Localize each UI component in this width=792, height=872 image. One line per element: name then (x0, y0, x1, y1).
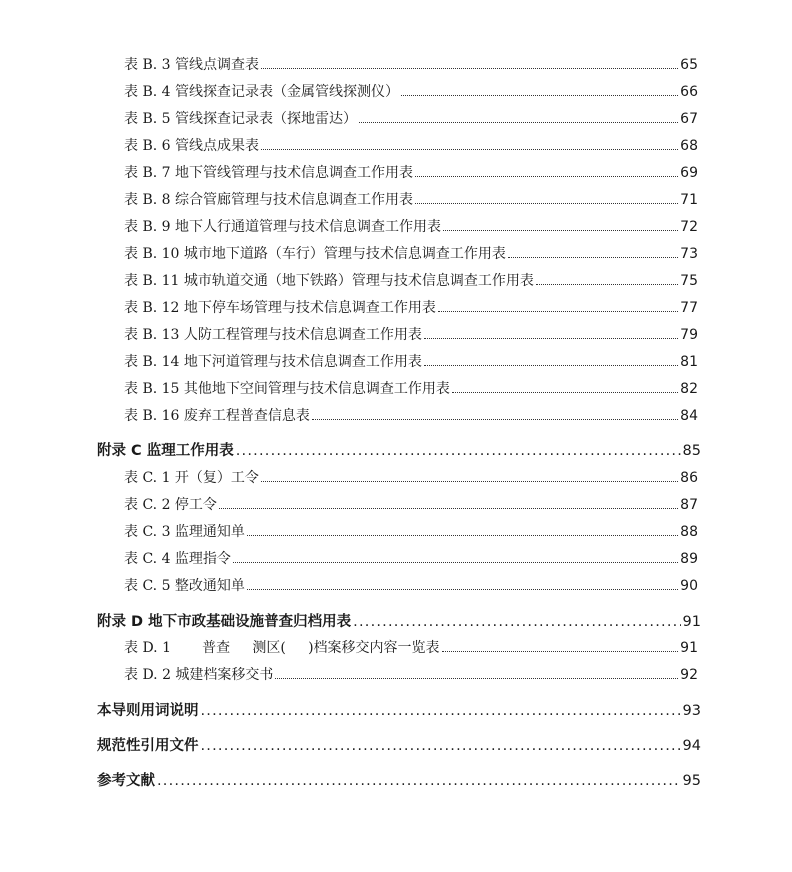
toc-appendix-c[interactable] (97, 439, 701, 460)
toc-entry-label: 表 B. 16 废弃工程普查信息表 (124, 408, 310, 424)
dot-leader (157, 773, 681, 789)
toc-appendix-d[interactable] (97, 610, 701, 631)
dot-leader (443, 230, 678, 231)
toc-page-number: 77 (680, 300, 698, 316)
dot-leader (401, 95, 678, 96)
toc-entry-label: 表 C. 5 整改通知单 (124, 578, 245, 594)
dot-leader (261, 68, 678, 69)
toc-page-number: 75 (680, 273, 698, 289)
dot-leader (424, 338, 678, 339)
toc-appendix-label: 附录 C 监理工作用表 (97, 443, 234, 459)
toc-page-number: 84 (680, 408, 698, 424)
toc-entry-label: 表 B. 14 地下河道管理与技术信息调查工作用表 (124, 354, 422, 370)
toc-entry-label: 表 B. 5 管线探查记录表（探地雷达） (124, 111, 357, 127)
dot-leader (247, 535, 678, 536)
toc-entry-b16[interactable] (124, 405, 698, 425)
toc-page-number: 68 (680, 138, 698, 154)
toc-page-number: 85 (682, 443, 701, 459)
dot-leader (508, 257, 678, 258)
toc-entry-b10[interactable] (124, 243, 698, 263)
toc-entry-label: 表 B. 6 管线点成果表 (124, 138, 259, 154)
dot-leader (233, 562, 678, 563)
toc-entry-b12[interactable] (124, 297, 698, 317)
toc-entry-b13[interactable] (124, 324, 698, 344)
toc-page-number: 69 (680, 165, 698, 181)
toc-page-number: 95 (682, 773, 701, 789)
toc-entry-c3[interactable] (124, 521, 698, 541)
dot-leader (312, 419, 678, 420)
toc-usage-notes[interactable] (97, 699, 701, 720)
toc-entry-b6[interactable] (124, 135, 698, 155)
toc-section-label: 规范性引用文件 (97, 738, 199, 754)
toc-entry-label: 表 D. 2 城建档案移交书 (124, 667, 274, 683)
toc-entry-label: 表 C. 4 监理指令 (124, 551, 231, 567)
dot-leader (201, 738, 681, 754)
toc-entry-label: 表 C. 3 监理通知单 (124, 524, 245, 540)
toc-entry-label: 表 C. 1 开（复）工令 (124, 470, 259, 486)
dot-leader (261, 149, 678, 150)
toc-appendix-label: 附录 D 地下市政基础设施普查归档用表 (97, 614, 352, 630)
toc-page-number: 92 (680, 667, 698, 683)
toc-page-number: 73 (680, 246, 698, 262)
dot-leader (261, 481, 678, 482)
dot-leader (415, 203, 678, 204)
toc-bibliography[interactable] (97, 769, 701, 790)
toc-entry-label: 表 B. 15 其他地下空间管理与技术信息调查工作用表 (124, 381, 450, 397)
toc-page-number: 88 (680, 524, 698, 540)
dot-leader (247, 589, 678, 590)
dot-leader (201, 703, 681, 719)
toc-entry-b11[interactable] (124, 270, 698, 290)
toc-section-label: 参考文献 (97, 773, 155, 789)
toc-page-number: 66 (680, 84, 698, 100)
toc-page-number: 87 (680, 497, 698, 513)
toc-page-number: 91 (682, 614, 701, 630)
toc-entry-label: 表 B. 9 地下人行通道管理与技术信息调查工作用表 (124, 219, 441, 235)
toc-page-number: 82 (680, 381, 698, 397)
dot-leader (236, 443, 681, 459)
toc-entry-b8[interactable] (124, 189, 698, 209)
toc-page-number: 81 (680, 354, 698, 370)
toc-page-number: 93 (682, 703, 701, 719)
dot-leader (415, 176, 678, 177)
toc-entry-label: 表 B. 3 管线点调查表 (124, 57, 259, 73)
toc-page-number: 94 (682, 738, 701, 754)
dot-leader (442, 651, 679, 652)
toc-entry-b3[interactable] (124, 54, 698, 74)
toc-entry-label: 表 B. 11 城市轨道交通（地下铁路）管理与技术信息调查工作用表 (124, 273, 534, 289)
toc-page-number: 90 (680, 578, 698, 594)
toc-entry-label: 表 C. 2 停工令 (124, 497, 217, 513)
toc-normative-references[interactable] (97, 734, 701, 755)
dot-leader (438, 311, 678, 312)
toc-page-number: 72 (680, 219, 698, 235)
toc-entry-c2[interactable] (124, 494, 698, 514)
toc-entry-label: 表 D. 1 普查 测区( )档案移交内容一览表 (124, 640, 440, 656)
toc-page-number: 89 (680, 551, 698, 567)
dot-leader (536, 284, 678, 285)
toc-page-number: 86 (680, 470, 698, 486)
toc-entry-b5[interactable] (124, 108, 698, 128)
toc-page-number: 91 (680, 640, 698, 656)
toc-entry-d2[interactable] (124, 664, 698, 684)
toc-entry-b14[interactable] (124, 351, 698, 371)
toc-page-number: 65 (680, 57, 698, 73)
toc-entry-label: 表 B. 13 人防工程管理与技术信息调查工作用表 (124, 327, 422, 343)
toc-entry-label: 表 B. 7 地下管线管理与技术信息调查工作用表 (124, 165, 413, 181)
toc-entry-label: 表 B. 10 城市地下道路（车行）管理与技术信息调查工作用表 (124, 246, 506, 262)
toc-entry-b15[interactable] (124, 378, 698, 398)
toc-entry-b9[interactable] (124, 216, 698, 236)
toc-page-number: 79 (680, 327, 698, 343)
toc-entry-b4[interactable] (124, 81, 698, 101)
toc-entry-d1[interactable] (124, 637, 698, 657)
toc-entry-c5[interactable] (124, 575, 698, 595)
dot-leader (424, 365, 678, 366)
toc-entry-label: 表 B. 12 地下停车场管理与技术信息调查工作用表 (124, 300, 436, 316)
dot-leader (452, 392, 678, 393)
toc-entry-label: 表 B. 8 综合管廊管理与技术信息调查工作用表 (124, 192, 413, 208)
toc-entry-label: 表 B. 4 管线探查记录表（金属管线探测仪） (124, 84, 399, 100)
toc-entry-b7[interactable] (124, 162, 698, 182)
toc-section-label: 本导则用词说明 (97, 703, 199, 719)
dot-leader (275, 678, 678, 679)
dot-leader (353, 614, 680, 630)
dot-leader (219, 508, 678, 509)
toc-page-number: 67 (680, 111, 698, 127)
toc-entry-c4[interactable] (124, 548, 698, 568)
toc-entry-c1[interactable] (124, 467, 698, 487)
dot-leader (359, 122, 678, 123)
toc-page-number: 71 (680, 192, 698, 208)
